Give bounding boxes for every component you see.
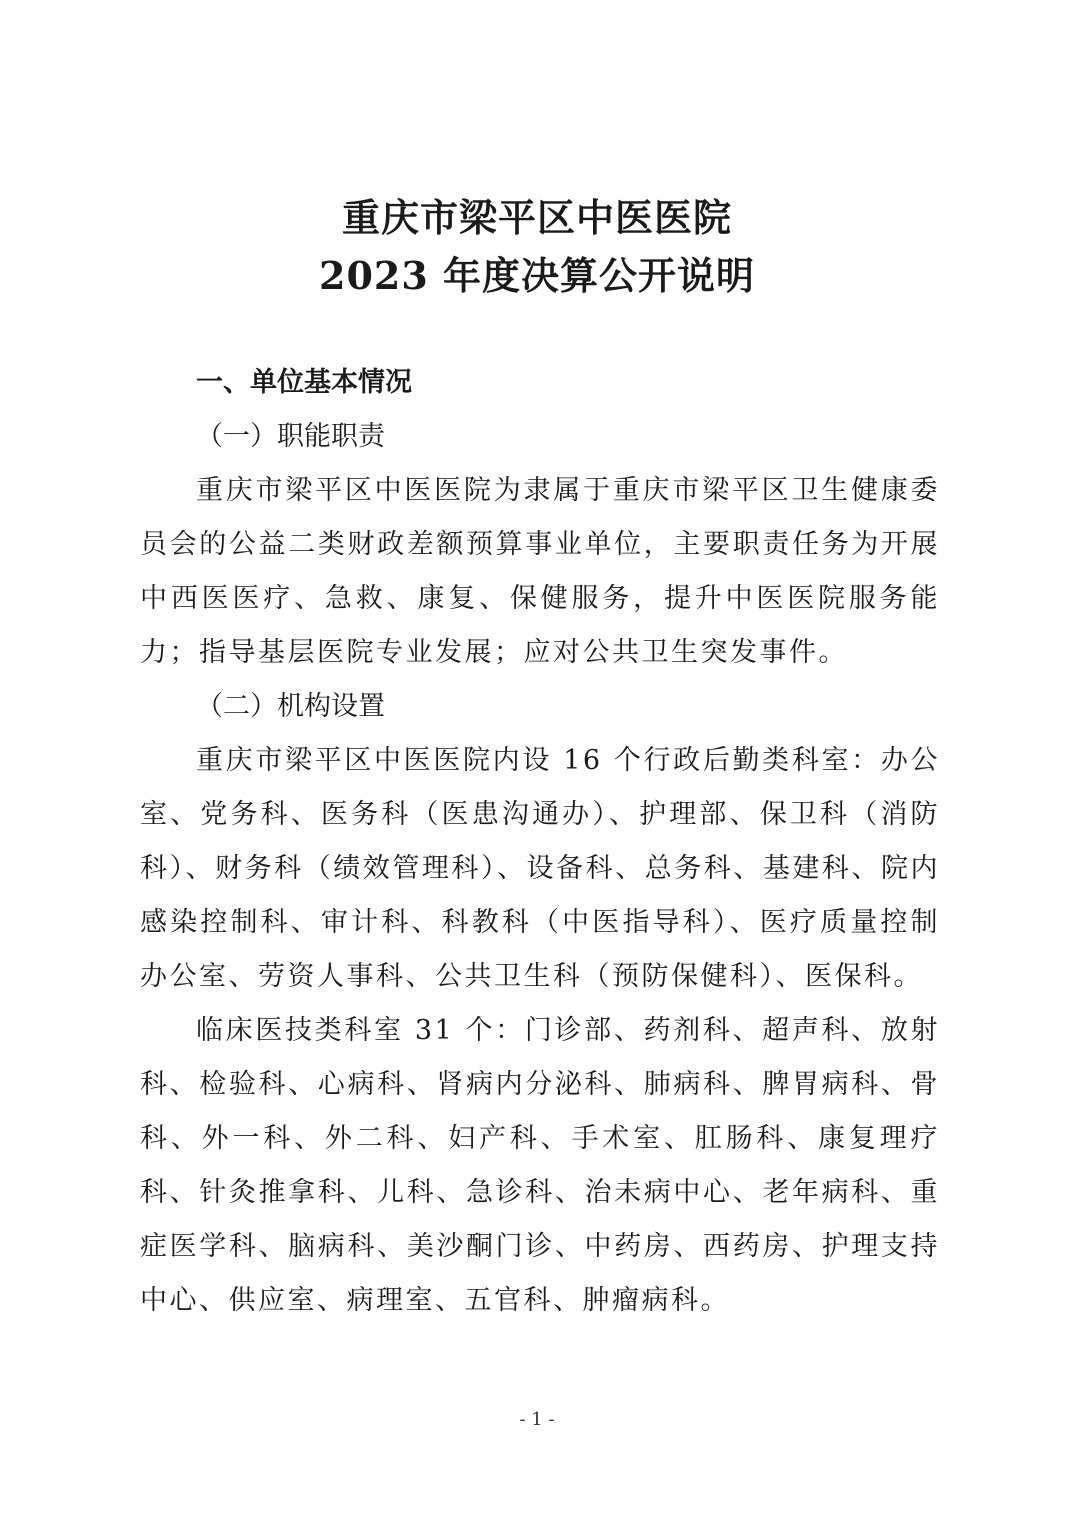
document-body — [140, 356, 940, 1328]
page-number: - 1 - — [519, 1409, 555, 1430]
subsection-heading-duties: （一）职能职责 — [196, 421, 385, 452]
paragraph-duties: 重庆市梁平区中医医院为隶属于重庆市梁平区卫生健康委员会的公益二类财政差额预算事业单位，主要职责任务为开展中西医医疗、急救、康复、保健服务，提升中医医院服务能力；指导基层医院专业发展；应对公共卫生突发事件。 — [140, 475, 940, 668]
document-title-line2: 2023 年度决算公开说明 — [319, 253, 755, 298]
subsection-heading-structure: （二）机构设置 — [196, 691, 385, 722]
paragraph-admin-departments: 重庆市梁平区中医医院内设 16 个行政后勤类科室：办公室、党务科、医务科（医患沟通办）、护理部、保卫科（消防科）、财务科（绩效管理科）、设备科、总务科、基建科、院内感染控制科、审计科、科教科（中医指导科）、医疗质量控制办公室、劳资人事科、公共卫生科（预防保健科）、医保科。 — [140, 745, 940, 992]
document-title-line1: 重庆市梁平区中医医院 — [341, 195, 732, 240]
paragraph-clinical-departments: 临床医技类科室 31 个：门诊部、药剂科、超声科、放射科、检验科、心病科、肾病内分泌科、肺病科、脾胃病科、骨科、外一科、外二科、妇产科、手术室、肛肠科、康复理疗科、针灸推拿科、儿科、急诊科、治未病中心、老年病科、重症医学科、脑病科、美沙酮门诊、中药房、西药房、护理支持中心、供应室、病理室、五官科、肿瘤病科。 — [140, 1015, 940, 1316]
section-heading-basic-info: 一、单位基本情况 — [196, 367, 412, 398]
